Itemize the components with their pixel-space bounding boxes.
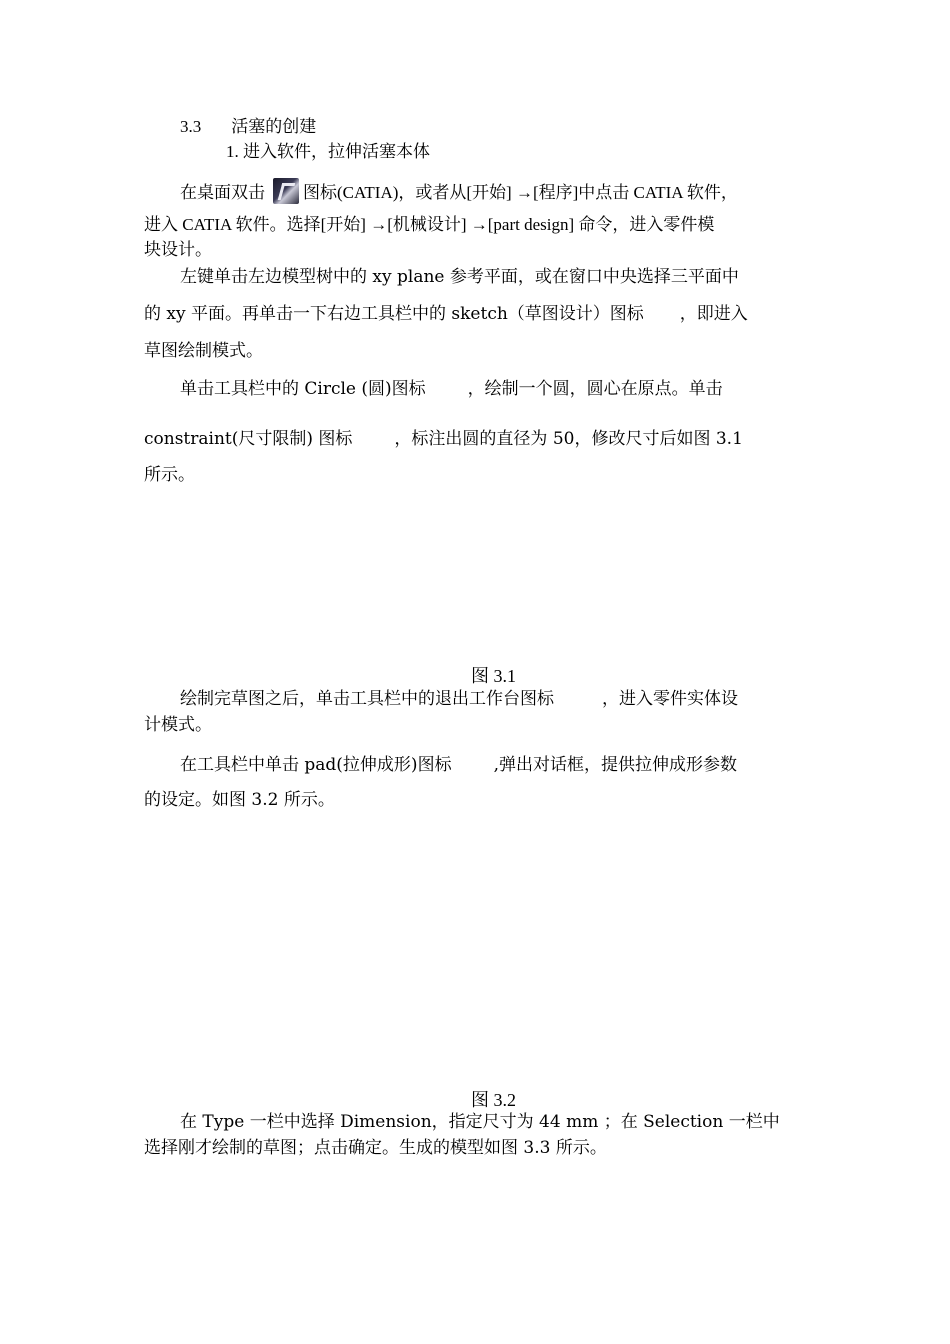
para3-line1 <box>180 378 723 400</box>
para3-line3: 所示。 <box>144 465 195 485</box>
section-title: 活塞的创建 <box>231 117 317 136</box>
para2-text-a: 的 xy 平面。再单击一下右边工具栏中的 sketch（草图设计）图标 <box>144 304 644 324</box>
para3-text-a: 单击工具栏中的 Circle (圆)图标 <box>180 379 426 399</box>
para5-line1 <box>180 754 737 776</box>
para5-text-b: ,弹出对话框，提供拉伸成形参数 <box>493 755 737 775</box>
step-heading: 1. 进入软件，拉伸活塞本体 <box>226 142 430 161</box>
para1-text-a: 在桌面双击 <box>180 183 265 202</box>
section-number: 3.3 <box>180 117 202 136</box>
figure-caption-3-1: 图 3.1 <box>471 666 516 686</box>
para1-line3: 块设计。 <box>144 240 212 259</box>
para1-line1 <box>180 178 738 204</box>
para4-text-b: ，进入零件实体设 <box>602 689 738 709</box>
para3-text-b: ，绘制一个圆，圆心在原点。单击 <box>467 379 723 399</box>
para2-line1: 左键单击左边模型树中的 xy plane 参考平面，或在窗口中央选择三平面中 <box>180 267 739 287</box>
para4-line2: 计模式。 <box>144 715 212 735</box>
figure-caption-3-2: 图 3.2 <box>471 1090 516 1110</box>
para6-line2: 选择刚才绘制的草图；点击确定。生成的模型如图 3.3 所示。 <box>144 1138 607 1158</box>
para1-text-b: 图标(CATIA)，或者从[开始] →[程序]中点击 CATIA 软件， <box>303 183 738 202</box>
para3-text-b2: ，标注出圆的直径为 50，修改尺寸后如图 3.1 <box>394 429 743 449</box>
para6-line1: 在 Type 一栏中选择 Dimension，指定尺寸为 44 mm ；在 Selection 一栏中 <box>180 1112 780 1132</box>
para4-line1 <box>180 688 738 710</box>
para2-line3: 草图绘制模式。 <box>144 341 263 361</box>
para3-line2 <box>144 428 743 450</box>
para2-line2 <box>144 303 748 325</box>
section-heading <box>180 116 316 138</box>
para5-text-a: 在工具栏中单击 pad(拉伸成形)图标 <box>180 755 452 775</box>
para1-line2: 进入 CATIA 软件。选择[开始] →[机械设计] →[part design] 命令，进入零件模 <box>144 215 715 234</box>
para3-text-a2: constraint(尺寸限制) 图标 <box>144 429 353 449</box>
para5-line2: 的设定。如图 3.2 所示。 <box>144 790 335 810</box>
para2-text-b: ，即进入 <box>679 304 748 324</box>
catia-icon <box>273 178 299 204</box>
para4-text-a: 绘制完草图之后，单击工具栏中的退出工作台图标 <box>180 689 554 709</box>
